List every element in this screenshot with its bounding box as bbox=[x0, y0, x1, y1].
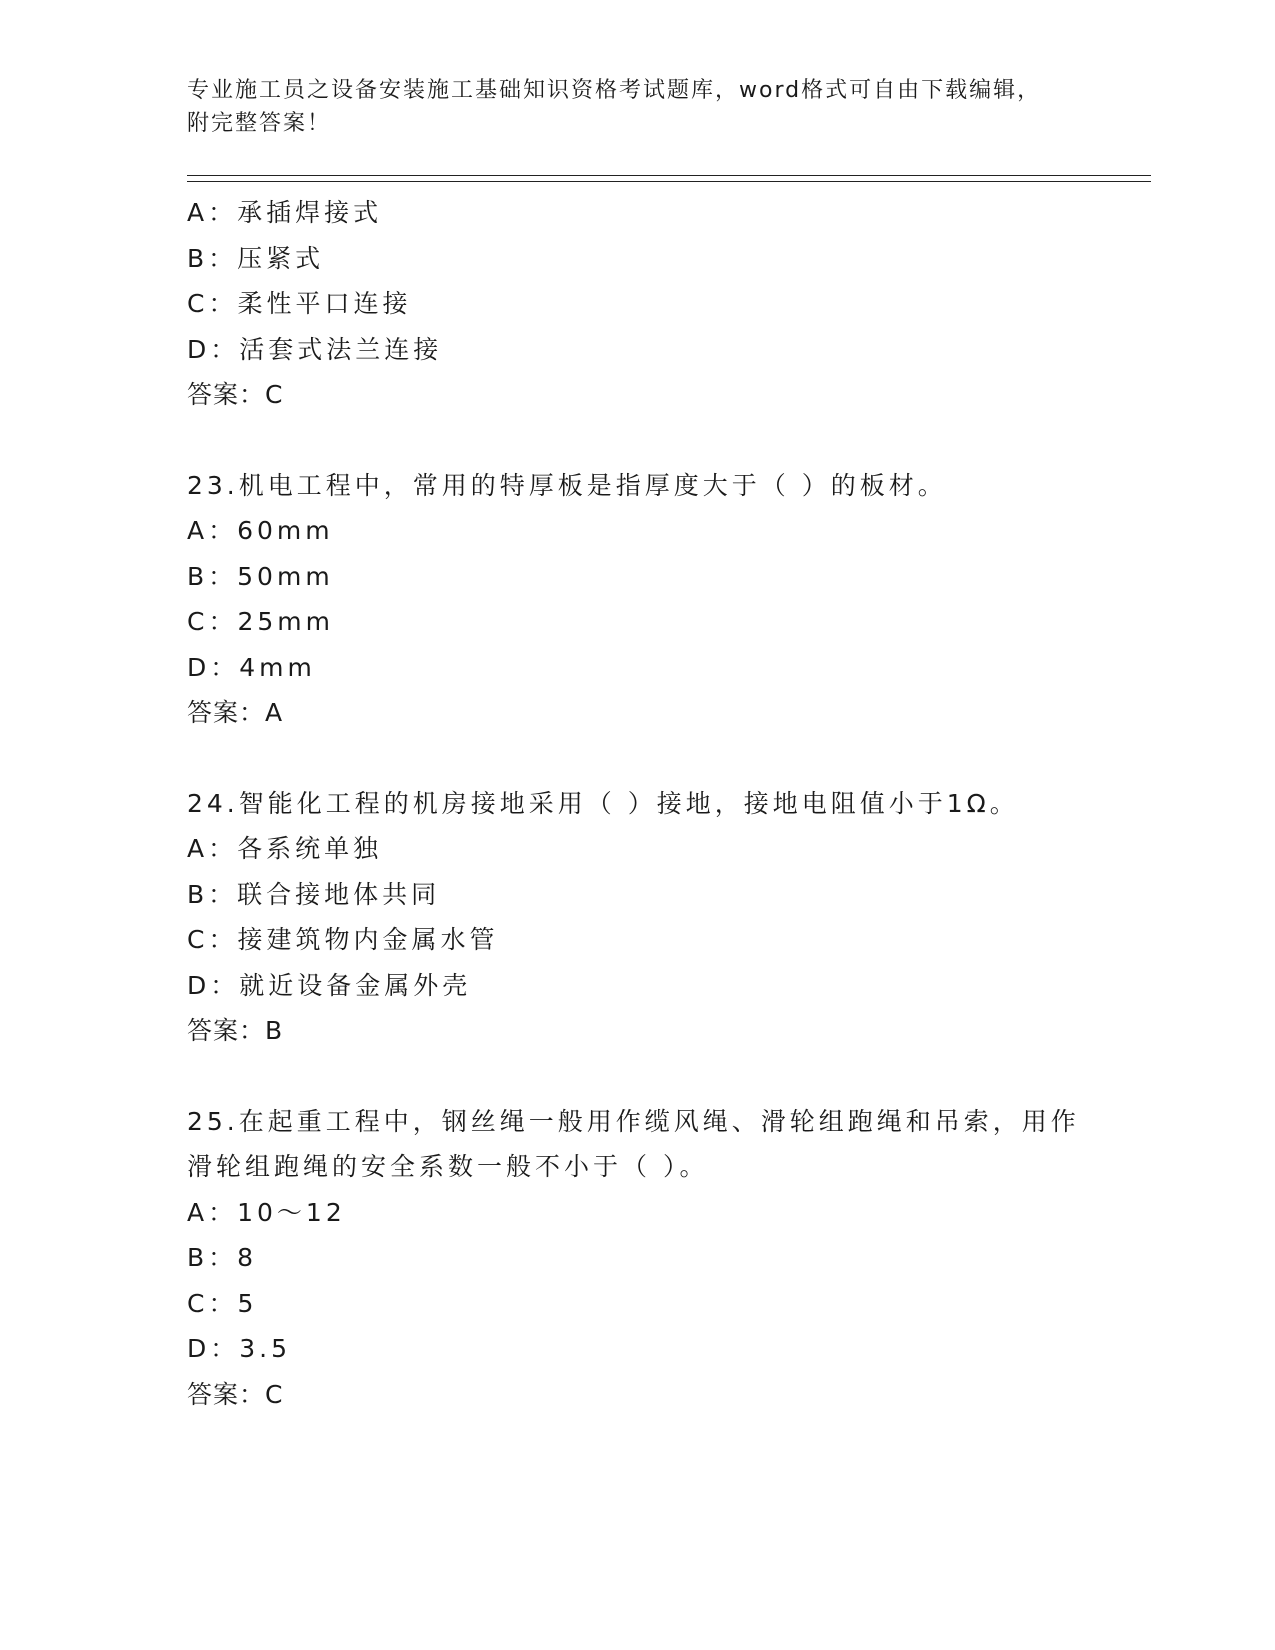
option-d: D：4mm bbox=[187, 652, 316, 682]
question-text: 24.智能化工程的机房接地采用（ ）接地，接地电阻值小于1Ω。 bbox=[187, 788, 1019, 818]
option-c: C：接建筑物内金属水管 bbox=[187, 925, 499, 954]
option-c: C：柔性平口连接 bbox=[187, 289, 412, 318]
option-b: B：8 bbox=[187, 1243, 258, 1272]
option-d: D：活套式法兰连接 bbox=[187, 334, 443, 364]
question-block bbox=[187, 463, 1087, 736]
option-c: C：5 bbox=[187, 1288, 258, 1318]
header-line-2: 附完整答案！ bbox=[187, 111, 332, 136]
option-a: A：60mm bbox=[187, 516, 334, 545]
option-b: B：联合接地体共同 bbox=[187, 879, 441, 909]
header-line-1: 专业施工员之设备安装施工基础知识资格考试题库，word格式可自由下载编辑， bbox=[187, 78, 1042, 103]
answer-line: 答案：C bbox=[187, 380, 284, 409]
option-c: C：25mm bbox=[187, 607, 334, 636]
option-d: D：就近设备金属外壳 bbox=[187, 970, 472, 1000]
option-b: B：压紧式 bbox=[187, 243, 325, 273]
answer-line: 答案：A bbox=[187, 698, 284, 727]
option-a: A：10～12 bbox=[187, 1197, 346, 1227]
question-list bbox=[187, 190, 1087, 1417]
option-a: A：各系统单独 bbox=[187, 834, 383, 863]
question-text: 23.机电工程中，常用的特厚板是指厚度大于（ ）的板材。 bbox=[187, 470, 947, 500]
option-b: B：50mm bbox=[187, 561, 334, 591]
header-divider-top bbox=[187, 175, 1151, 176]
option-d: D：3.5 bbox=[187, 1334, 292, 1363]
question-block bbox=[187, 1099, 1087, 1418]
question-block bbox=[187, 781, 1087, 1054]
question-text-line-1: 25.在起重工程中，钢丝绳一般用作缆风绳、滑轮组跑绳和吊索，用作 bbox=[187, 1106, 1080, 1136]
question-block bbox=[187, 190, 1087, 418]
question-text-line-2: 滑轮组跑绳的安全系数一般不小于（ ）。 bbox=[187, 1152, 709, 1181]
header-divider-bottom bbox=[187, 181, 1151, 182]
document-header bbox=[187, 74, 1067, 140]
answer-line: 答案：B bbox=[187, 1016, 284, 1045]
answer-line: 答案：C bbox=[187, 1379, 284, 1409]
option-a: A：承插焊接式 bbox=[187, 198, 383, 227]
